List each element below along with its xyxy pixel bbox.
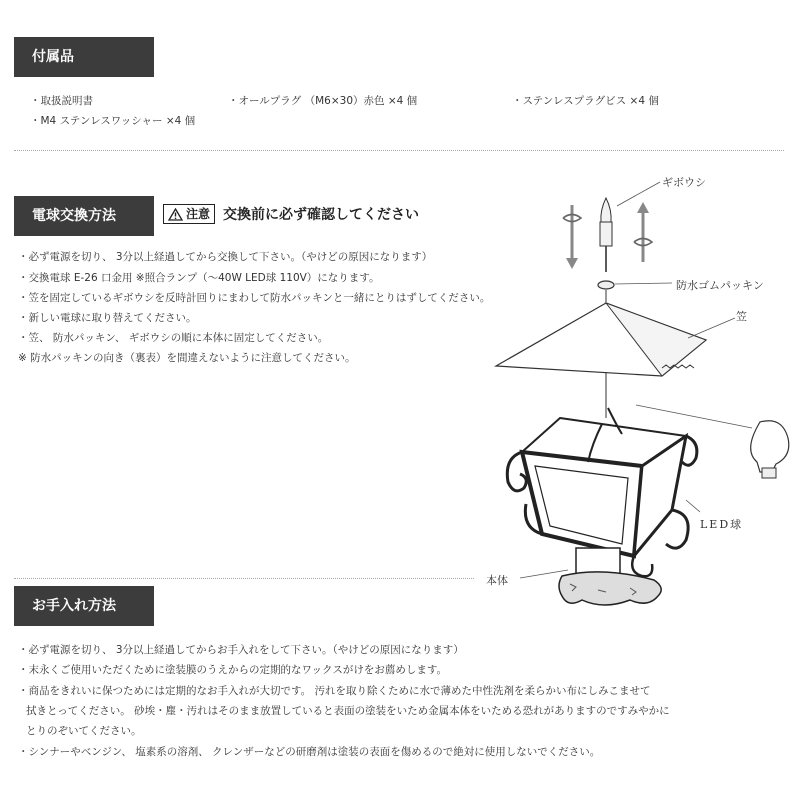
care-step: ・必ず電源を切り、 3分以上経過してからお手入れをして下さい。（やけどの原因になります） <box>18 644 464 656</box>
accessory-item: ・取扱説明書 <box>30 95 93 107</box>
care-step: ・商品をきれいに保つためには定期的なお手入れが大切です。 汚れを取り除くために水で薄めた中性洗剤を柔らかい布にしみこませて <box>18 685 651 697</box>
lantern-body-part <box>507 405 752 605</box>
warning-banner <box>163 203 419 225</box>
rotate-remove-icon <box>563 205 581 269</box>
bulb-title: 電球交換方法 <box>32 208 116 224</box>
bulb-step: ※ 防水パッキンの向き（裏表）を間違えないように注意してください。 <box>18 352 356 364</box>
accessories-header <box>14 37 154 77</box>
finial-part <box>600 182 660 272</box>
care-step: ・末永くご使用いただくために塗装膜のうえからの定期的なワックスがけをお薦めします。 <box>18 664 448 676</box>
bulb-step: ・新しい電球に取り替えてください。 <box>18 312 197 324</box>
accessories-title: 付属品 <box>32 49 74 65</box>
care-step-continued: 拭きとってください。 砂埃・塵・汚れはそのまま放置していると表面の塗装をいため金属本体をいためる恐れがありますのですみやかに <box>26 705 670 717</box>
accessory-item: ・オールプラグ （M6×30）赤色 ×4 個 <box>228 95 418 107</box>
led-bulb-label: LED球 <box>700 518 744 531</box>
bulb-step: ・笠を固定しているギボウシを反時計回りにまわして防水パッキンと一緒にとりはずしてください。 <box>18 292 491 304</box>
gasket-label: 防水ゴムパッキン <box>676 279 764 292</box>
accessory-item: ・ステンレスプラグビス ×4 個 <box>512 95 659 107</box>
warning-triangle-icon <box>168 208 183 221</box>
care-header <box>14 586 154 626</box>
bulb-step: ・笠、 防水パッキン、 ギボウシの順に本体に固定してください。 <box>18 332 329 344</box>
care-title: お手入れ方法 <box>32 598 116 614</box>
care-step-continued: とりのぞいてください。 <box>26 725 142 737</box>
care-step: ・シンナーやベンジン、 塩素系の溶剤、 クレンザーなどの研磨剤は塗装の表面を傷めるので絶対に使用しないでください。 <box>18 746 601 758</box>
warning-label: 注意 <box>186 207 211 221</box>
divider <box>14 150 784 151</box>
bulb-step: ・必ず電源を切り、 3分以上経過してから交換して下さい。（やけどの原因になります） <box>18 251 433 263</box>
warning-label-box <box>163 204 215 224</box>
bulb-step: ・交換電球 E-26 口金用 ※照合ランプ（～40W LED球 110V）になります。 <box>18 272 380 284</box>
body-label: 本体 <box>486 574 508 587</box>
accessory-item: ・M4 ステンレスワッシャー ×4 個 <box>30 115 196 127</box>
finial-label: ギボウシ <box>662 176 706 189</box>
shade-part <box>496 303 735 418</box>
gasket-part <box>598 281 672 302</box>
led-bulb-part <box>751 421 789 478</box>
divider <box>14 578 474 579</box>
warning-text: 交換前に必ず確認してください <box>223 207 420 223</box>
bulb-header <box>14 196 154 236</box>
shade-label: 笠 <box>736 310 747 323</box>
rotate-attach-icon <box>634 202 652 262</box>
